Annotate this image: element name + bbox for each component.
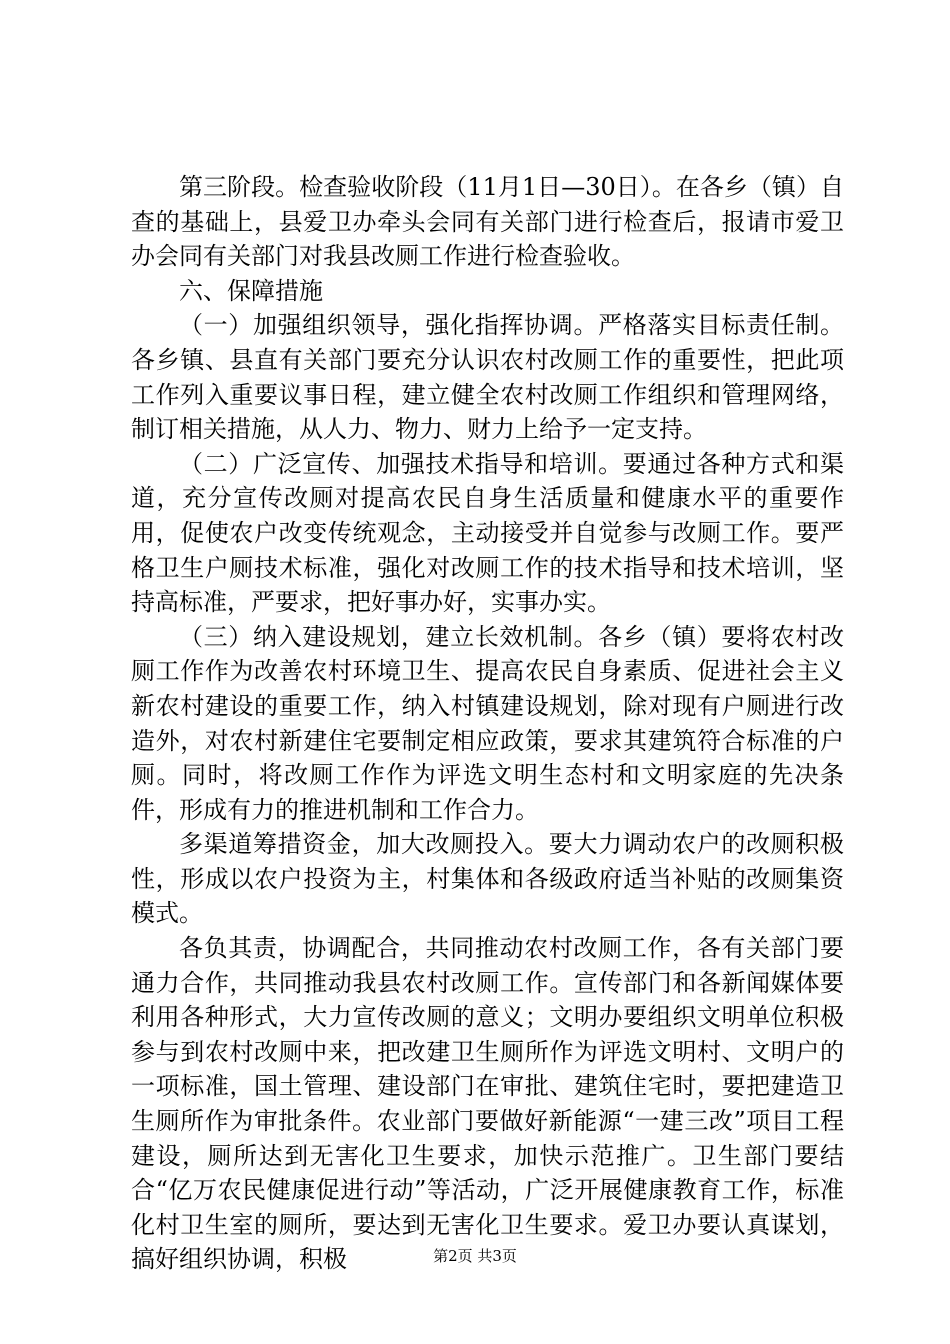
- paragraph-planning: （三）纳入建设规划，建立长效机制。各乡（镇）要将农村改厕工作作为改善农村环境卫生、提高农民自身素质、促进社会主义新农村建设的重要工作，纳入村镇建设规划，除对现有户厕进行改造外，对农村新建住宅要制定相应政策，要求其建筑符合标准的户厕。同时，将改厕工作作为评选文明生态村和文明家庭的先决条件，形成有力的推进机制和工作合力。: [131, 622, 844, 824]
- paragraph-publicity: （二）广泛宣传、加强技术指导和培训。要通过各种方式和渠道，充分宣传改厕对提高农民自身生活质量和健康水平的重要作用，促使农户改变传统观念，主动接受并自觉参与改厕工作。要严格卫生户厕技术标准，强化对改厕工作的技术指导和技术培训，坚持高标准，严要求，把好事办好，实事办实。: [131, 449, 844, 617]
- paragraph-responsibilities: 各负其责，协调配合，共同推动农村改厕工作，各有关部门要通力合作，共同推动我县农村改厕工作。宣传部门和各新闻媒体要利用各种形式，大力宣传改厕的意义；文明办要组织文明单位积极参与到农村改厕中来，把改建卫生厕所作为评选文明村、文明户的一项标准，国土管理、建设部门在审批、建筑住宅时，要把建造卫生厕所作为审批条件。农业部门要做好新能源“一建三改”项目工程建设，厕所达到无害化卫生要求，加快示范推广。卫生部门要结合“亿万农民健康促进行动”等活动，广泛开展健康教育工作，标准化村卫生室的厕所，要达到无害化卫生要求。爱卫办要认真谋划，搞好组织协调，积极: [131, 934, 844, 1274]
- paragraph-funding: 多渠道筹措资金，加大改厕投入。要大力调动农户的改厕积极性，形成以农户投资为主，村集体和各级政府适当补贴的改厕集资模式。: [131, 830, 844, 928]
- document-body: [131, 170, 844, 1277]
- paragraph-stage-three: 第三阶段。检查验收阶段（11月1日—30日）。在各乡（镇）自查的基础上，县爱卫办牵头会同有关部门进行检查后，报请市爱卫办会同有关部门对我县改厕工作进行检查验收。: [131, 173, 844, 271]
- page-number-footer: 第2页 共3页: [433, 1247, 517, 1265]
- section-heading-safeguards: 六、保障措施: [179, 276, 323, 305]
- paragraph-organization: （一）加强组织领导，强化指挥协调。严格落实目标责任制。各乡镇、县直有关部门要充分认识农村改厕工作的重要性，把此项工作列入重要议事日程，建立健全农村改厕工作组织和管理网络，制订相关措施，从人力、物力、财力上给予一定支持。: [131, 311, 844, 444]
